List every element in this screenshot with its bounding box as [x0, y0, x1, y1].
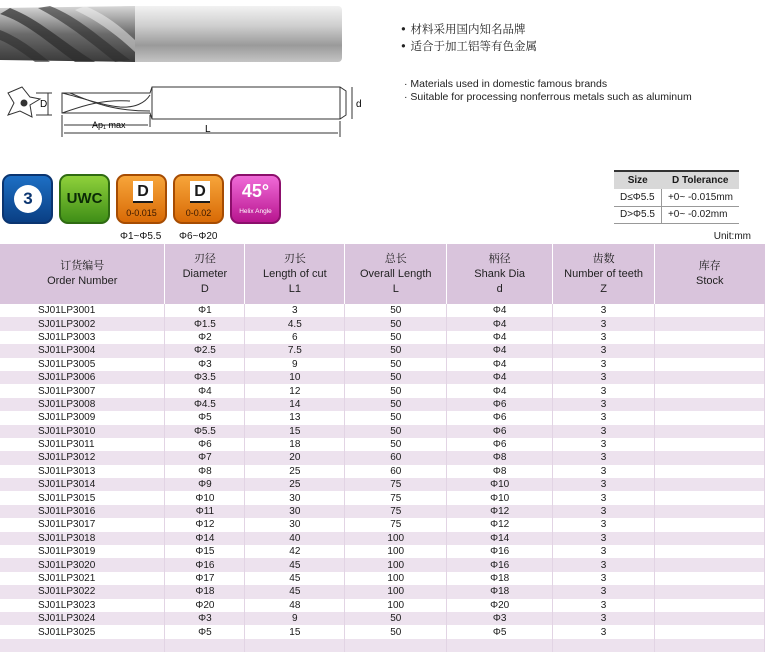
overall-length-cell: 100: [345, 558, 447, 571]
teeth-cell: 3: [553, 518, 655, 531]
overall-length-cell: 75: [345, 505, 447, 518]
shank-dia-cell: Φ10: [447, 478, 553, 491]
table-row: [0, 371, 765, 384]
tolerance-value: +0~ -0.02mm: [661, 206, 739, 223]
shank-dia-cell: Φ20: [447, 599, 553, 612]
diameter-icon: D: [133, 181, 153, 203]
overall-length-cell: 50: [345, 438, 447, 451]
order-number-cell: SJ01LP3024: [0, 612, 165, 625]
note-cn-1: • 材料采用国内知名品牌: [400, 22, 526, 36]
tolerance-header: [614, 171, 739, 189]
flute-count-badge: [2, 174, 53, 224]
range-large: Φ6~Φ20: [179, 231, 218, 242]
teeth-cell: 3: [553, 572, 655, 585]
header-symbol: L1: [288, 282, 301, 295]
table-row: [0, 505, 765, 518]
diameter-cell: [165, 639, 245, 652]
teeth-cell: 3: [553, 358, 655, 371]
order-number-cell: SJ01LP3009: [0, 411, 165, 424]
diameter-cell: Φ5: [165, 625, 245, 638]
length-of-cut-cell: 10: [245, 371, 345, 384]
drawing-d-label: D: [40, 99, 48, 110]
helix-angle-badge: [230, 174, 281, 224]
stock-cell: [655, 572, 765, 585]
shank-dia-cell: Φ6: [447, 425, 553, 438]
table-row: [0, 545, 765, 558]
length-of-cut-cell: 6: [245, 331, 345, 344]
header-order-number: [0, 244, 165, 304]
shank-dia-cell: Φ16: [447, 558, 553, 571]
diameter-cell: Φ20: [165, 599, 245, 612]
shank-dia-cell: Φ3: [447, 612, 553, 625]
teeth-cell: 3: [553, 625, 655, 638]
teeth-cell: 3: [553, 451, 655, 464]
table-row: [0, 358, 765, 371]
note-cn-1-text: 材料采用国内知名品牌: [410, 22, 526, 36]
shank-dia-cell: Φ6: [447, 411, 553, 424]
header-overall-length: [345, 244, 447, 304]
header-cn: 订货编号: [60, 260, 105, 272]
overall-length-cell: 100: [345, 572, 447, 585]
coating-label: UWC: [66, 190, 103, 207]
teeth-cell: 3: [553, 465, 655, 478]
diameter-cell: Φ16: [165, 558, 245, 571]
shank-dia-cell: Φ4: [447, 371, 553, 384]
length-of-cut-cell: 20: [245, 451, 345, 464]
shank-dia-cell: Φ4: [447, 304, 553, 317]
order-number-cell: SJ01LP3001: [0, 304, 165, 317]
header-number-of-teeth: [553, 244, 655, 304]
table-body: [0, 304, 765, 652]
stock-cell: [655, 344, 765, 357]
drawing-shank-label: d: [356, 99, 362, 110]
stock-cell: [655, 532, 765, 545]
stock-cell: [655, 398, 765, 411]
table-row: [0, 465, 765, 478]
table-row: [0, 639, 765, 652]
header-cn: 柄径: [488, 252, 511, 265]
overall-length-cell: 50: [345, 304, 447, 317]
order-number-cell: SJ01LP3015: [0, 491, 165, 504]
tolerance-table: [614, 170, 739, 224]
stock-cell: [655, 625, 765, 638]
overall-length-cell: 100: [345, 599, 447, 612]
order-number-cell: SJ01LP3021: [0, 572, 165, 585]
shank-dia-cell: Φ10: [447, 491, 553, 504]
overall-length-cell: 75: [345, 518, 447, 531]
teeth-cell: 3: [553, 505, 655, 518]
order-number-cell: SJ01LP3007: [0, 384, 165, 397]
order-number-cell: SJ01LP3025: [0, 625, 165, 638]
teeth-cell: 3: [553, 304, 655, 317]
shank-dia-cell: Φ18: [447, 572, 553, 585]
diameter-cell: Φ2: [165, 331, 245, 344]
diameter-cell: Φ4: [165, 384, 245, 397]
order-number-cell: SJ01LP3020: [0, 558, 165, 571]
teeth-cell: 3: [553, 344, 655, 357]
shank-dia-cell: Φ6: [447, 398, 553, 411]
range-small: Φ1~Φ5.5: [120, 231, 162, 242]
header-diameter: [165, 244, 245, 304]
header-symbol: d: [496, 282, 503, 295]
stock-cell: [655, 358, 765, 371]
note-en-2: · Suitable for processing nonferrous metals such as aluminum: [404, 91, 692, 103]
table-row: [0, 304, 765, 317]
length-of-cut-cell: 18: [245, 438, 345, 451]
diameter-cell: Φ8: [165, 465, 245, 478]
overall-length-cell: 50: [345, 371, 447, 384]
stock-cell: [655, 371, 765, 384]
table-row: [0, 425, 765, 438]
stock-cell: [655, 465, 765, 478]
stock-cell: [655, 585, 765, 598]
overall-length-cell: 50: [345, 384, 447, 397]
tolerance-size: D≤Φ5.5: [614, 189, 661, 206]
overall-length-cell: 50: [345, 331, 447, 344]
stock-cell: [655, 545, 765, 558]
teeth-cell: 3: [553, 532, 655, 545]
shank-dia-cell: Φ8: [447, 465, 553, 478]
flute-icon: [14, 185, 42, 213]
product-table: [0, 244, 765, 652]
notes-chinese: [400, 21, 537, 55]
stock-cell: [655, 411, 765, 424]
feature-badges: [2, 174, 302, 242]
table-row: [0, 612, 765, 625]
overall-length-cell: 60: [345, 465, 447, 478]
end-mill-photo: [0, 0, 345, 68]
stock-cell: [655, 451, 765, 464]
shank-dia-cell: Φ6: [447, 438, 553, 451]
length-of-cut-cell: 12: [245, 384, 345, 397]
shank-dia-cell: Φ5: [447, 625, 553, 638]
header-en: Stock: [696, 275, 724, 287]
shank-dia-cell: Φ16: [447, 545, 553, 558]
shank-dia-cell: Φ14: [447, 532, 553, 545]
header-cn: 刃长: [283, 252, 306, 265]
overall-length-cell: 75: [345, 491, 447, 504]
teeth-cell: 3: [553, 398, 655, 411]
diameter-cell: Φ15: [165, 545, 245, 558]
stock-cell: [655, 599, 765, 612]
diameter-cell: Φ3: [165, 612, 245, 625]
diameter-cell: Φ14: [165, 532, 245, 545]
overall-length-cell: 50: [345, 344, 447, 357]
length-of-cut-cell: 25: [245, 478, 345, 491]
length-of-cut-cell: 15: [245, 625, 345, 638]
table-row: [0, 625, 765, 638]
notes-english: [404, 78, 692, 104]
order-number-cell: SJ01LP3011: [0, 438, 165, 451]
overall-length-cell: 50: [345, 425, 447, 438]
length-of-cut-cell: 13: [245, 411, 345, 424]
overall-length-cell: 100: [345, 532, 447, 545]
length-of-cut-cell: 9: [245, 358, 345, 371]
tolerance-header-size: Size: [614, 171, 661, 189]
length-of-cut-cell: 25: [245, 465, 345, 478]
header-length-of-cut: [245, 244, 345, 304]
table-row: [0, 599, 765, 612]
table-row: [0, 317, 765, 330]
overall-length-cell: 75: [345, 478, 447, 491]
flute-count: 3: [23, 189, 33, 208]
note-en-1: · Materials used in domestic famous brands: [404, 78, 608, 90]
tolerance-badge-small: [116, 174, 167, 224]
teeth-cell: 3: [553, 612, 655, 625]
table-row: [0, 411, 765, 424]
teeth-cell: 3: [553, 599, 655, 612]
length-of-cut-cell: 30: [245, 505, 345, 518]
diameter-cell: Φ6: [165, 438, 245, 451]
shank-dia-cell: Φ12: [447, 505, 553, 518]
note-cn-2: • 适合于加工铝等有色金属: [400, 39, 537, 53]
length-of-cut-cell: 7.5: [245, 344, 345, 357]
table-header: [0, 244, 765, 304]
overall-length-cell: 60: [345, 451, 447, 464]
teeth-cell: 3: [553, 491, 655, 504]
header-cn: 库存: [698, 260, 721, 272]
tolerance-large-value: 0-0.02: [185, 208, 212, 218]
tolerance-row: [614, 189, 739, 206]
table-row: [0, 585, 765, 598]
stock-cell: [655, 304, 765, 317]
order-number-cell: SJ01LP3010: [0, 425, 165, 438]
tolerance-badge-large: [173, 174, 224, 224]
shank-dia-cell: Φ4: [447, 358, 553, 371]
table-row: [0, 572, 765, 585]
overall-length-cell: 100: [345, 585, 447, 598]
header-symbol: Z: [600, 282, 607, 295]
stock-cell: [655, 639, 765, 652]
header-shank-dia: [447, 244, 553, 304]
order-number-cell: [0, 639, 165, 652]
drawing-l-label: L: [205, 124, 211, 135]
teeth-cell: 3: [553, 478, 655, 491]
table-row: [0, 438, 765, 451]
order-number-cell: SJ01LP3019: [0, 545, 165, 558]
diameter-cell: Φ2.5: [165, 344, 245, 357]
length-of-cut-cell: 30: [245, 491, 345, 504]
header-en: Number of teeth: [564, 267, 644, 280]
note-cn-2-text: 适合于加工铝等有色金属: [410, 39, 537, 53]
teeth-cell: 3: [553, 558, 655, 571]
order-number-cell: SJ01LP3013: [0, 465, 165, 478]
note-en-1-text: Materials used in domestic famous brands: [410, 78, 608, 90]
order-number-cell: SJ01LP3008: [0, 398, 165, 411]
unit-label: Unit:mm: [713, 231, 751, 242]
drawing-ap-label: Ap₁ max: [92, 120, 126, 130]
shank-dia-cell: Φ8: [447, 451, 553, 464]
header-en: Overall Length: [359, 267, 432, 280]
shank-dia-cell: Φ4: [447, 331, 553, 344]
tolerance-size: D>Φ5.5: [614, 206, 661, 223]
diameter-cell: Φ10: [165, 491, 245, 504]
header-en: Length of cut: [263, 267, 327, 280]
order-number-cell: SJ01LP3016: [0, 505, 165, 518]
stock-cell: [655, 478, 765, 491]
length-of-cut-cell: 30: [245, 518, 345, 531]
tolerance-small-value: 0-0.015: [126, 208, 157, 218]
overall-length-cell: [345, 639, 447, 652]
tolerance-row: [614, 206, 739, 223]
shank-dia-cell: Φ12: [447, 518, 553, 531]
length-of-cut-cell: 40: [245, 532, 345, 545]
table-row: [0, 518, 765, 531]
shank-dia-cell: Φ4: [447, 384, 553, 397]
length-of-cut-cell: 9: [245, 612, 345, 625]
diameter-cell: Φ1: [165, 304, 245, 317]
header-stock: [655, 244, 765, 304]
diameter-cell: Φ3.5: [165, 371, 245, 384]
header-en: Order Number: [47, 275, 118, 287]
tolerance-header-tol: D Tolerance: [661, 171, 739, 189]
order-number-cell: SJ01LP3004: [0, 344, 165, 357]
order-number-cell: SJ01LP3023: [0, 599, 165, 612]
order-number-cell: SJ01LP3002: [0, 317, 165, 330]
teeth-cell: 3: [553, 545, 655, 558]
order-number-cell: SJ01LP3006: [0, 371, 165, 384]
diameter-cell: Φ7: [165, 451, 245, 464]
overall-length-cell: 50: [345, 612, 447, 625]
overall-length-cell: 50: [345, 317, 447, 330]
stock-cell: [655, 438, 765, 451]
stock-cell: [655, 425, 765, 438]
table-row: [0, 558, 765, 571]
teeth-cell: 3: [553, 411, 655, 424]
length-of-cut-cell: 45: [245, 585, 345, 598]
order-number-cell: SJ01LP3018: [0, 532, 165, 545]
table-row: [0, 532, 765, 545]
teeth-cell: 3: [553, 438, 655, 451]
overall-length-cell: 50: [345, 358, 447, 371]
overall-length-cell: 50: [345, 411, 447, 424]
teeth-cell: 3: [553, 425, 655, 438]
stock-cell: [655, 384, 765, 397]
length-of-cut-cell: 15: [245, 425, 345, 438]
table-row: [0, 491, 765, 504]
table-row: [0, 398, 765, 411]
order-number-cell: SJ01LP3012: [0, 451, 165, 464]
stock-cell: [655, 612, 765, 625]
length-of-cut-cell: 4.5: [245, 317, 345, 330]
length-of-cut-cell: 45: [245, 558, 345, 571]
diameter-cell: Φ5: [165, 411, 245, 424]
length-of-cut-cell: [245, 639, 345, 652]
diameter-icon: D: [190, 181, 210, 203]
helix-angle-value: 45°: [241, 181, 270, 201]
shank-dia-cell: Φ4: [447, 317, 553, 330]
order-number-cell: SJ01LP3003: [0, 331, 165, 344]
shank-dia-cell: Φ18: [447, 585, 553, 598]
shank-dia-cell: Φ4: [447, 344, 553, 357]
diameter-cell: Φ1.5: [165, 317, 245, 330]
length-of-cut-cell: 42: [245, 545, 345, 558]
stock-cell: [655, 317, 765, 330]
stock-cell: [655, 505, 765, 518]
header-en: Shank Dia: [474, 267, 526, 280]
header-cn: 刃径: [193, 252, 216, 265]
note-en-2-text: Suitable for processing nonferrous metals such as aluminum: [410, 91, 692, 103]
table-row: [0, 331, 765, 344]
overall-length-cell: 50: [345, 625, 447, 638]
diameter-cell: Φ11: [165, 505, 245, 518]
stock-cell: [655, 558, 765, 571]
diameter-cell: Φ4.5: [165, 398, 245, 411]
overall-length-cell: 100: [345, 545, 447, 558]
length-of-cut-cell: 48: [245, 599, 345, 612]
header-en: Diameter: [182, 267, 228, 280]
stock-cell: [655, 331, 765, 344]
overall-length-cell: 50: [345, 398, 447, 411]
tolerance-value: +0~ -0.015mm: [661, 189, 739, 206]
diameter-cell: Φ17: [165, 572, 245, 585]
diameter-cell: Φ3: [165, 358, 245, 371]
stock-cell: [655, 518, 765, 531]
header-cn: 齿数: [592, 252, 615, 265]
diameter-cell: Φ18: [165, 585, 245, 598]
teeth-cell: 3: [553, 371, 655, 384]
order-number-cell: SJ01LP3005: [0, 358, 165, 371]
diameter-cell: Φ12: [165, 518, 245, 531]
teeth-cell: 3: [553, 585, 655, 598]
table-row: [0, 451, 765, 464]
length-of-cut-cell: 14: [245, 398, 345, 411]
teeth-cell: 3: [553, 331, 655, 344]
helix-angle-label: Helix Angle: [239, 208, 272, 215]
order-number-cell: SJ01LP3017: [0, 518, 165, 531]
teeth-cell: 3: [553, 384, 655, 397]
table-row: [0, 478, 765, 491]
diameter-cell: Φ5.5: [165, 425, 245, 438]
teeth-cell: 3: [553, 317, 655, 330]
header-cn: 总长: [384, 252, 407, 265]
length-of-cut-cell: 45: [245, 572, 345, 585]
diameter-cell: Φ9: [165, 478, 245, 491]
end-mill-drawing: [0, 75, 370, 145]
header-symbol: L: [392, 282, 399, 295]
shank-dia-cell: [447, 639, 553, 652]
order-number-cell: SJ01LP3014: [0, 478, 165, 491]
stock-cell: [655, 491, 765, 504]
table-row: [0, 384, 765, 397]
order-number-cell: SJ01LP3022: [0, 585, 165, 598]
table-row: [0, 344, 765, 357]
coating-badge: [59, 174, 110, 224]
length-of-cut-cell: 3: [245, 304, 345, 317]
teeth-cell: [553, 639, 655, 652]
header-symbol: D: [200, 282, 209, 295]
